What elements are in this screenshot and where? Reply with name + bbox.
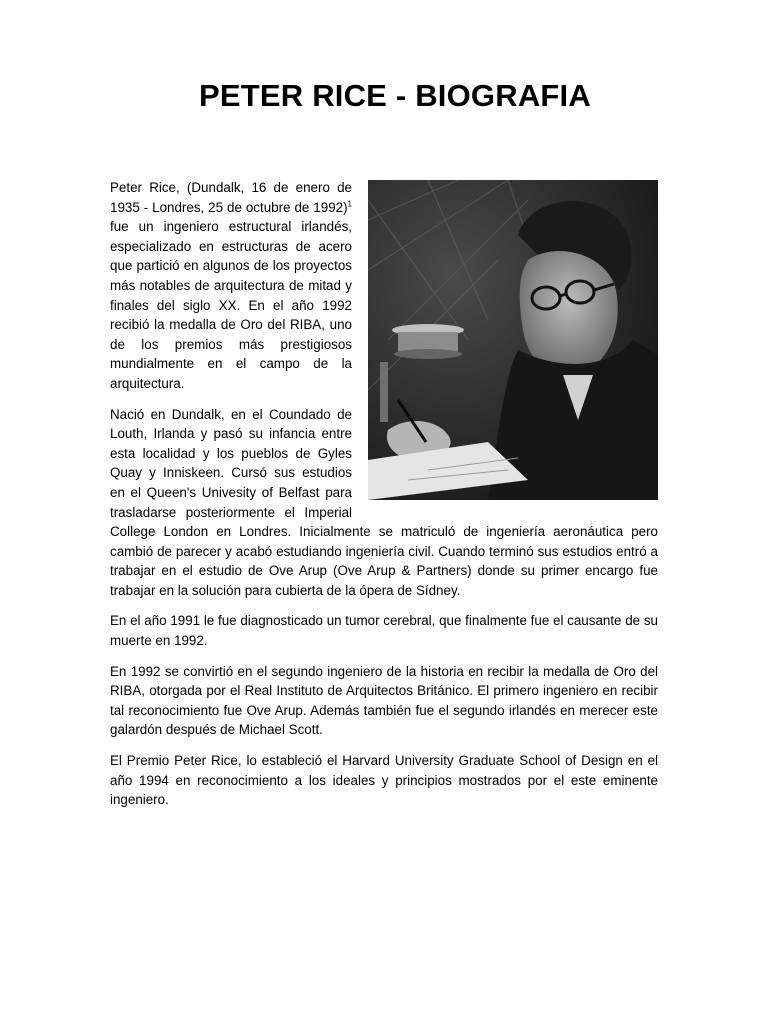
paragraph-5: El Premio Peter Rice, lo estableció el Harvard University Graduate School of Design en el año 1994 en reconocimiento a los ideales y principios mostrados por el este eminente ingeniero. bbox=[110, 753, 658, 808]
portrait-image bbox=[368, 180, 658, 500]
paragraph-4: En 1992 se convirtió en el segundo ingeniero de la historia en recibir la medalla de Oro del RIBA, otorgada por el Real Instituto de Arquitectos Británico. El primero ingeniero en recibir tal reconocimiento fue Ove Arup. Además también fue el segundo irlandés en merecer este galardón después de Michael Scott. bbox=[110, 663, 658, 738]
footnote-marker[interactable]: 1 bbox=[347, 199, 352, 209]
paragraph-1-text: Peter Rice, (Dundalk, 16 de enero de 1935 - Londres, 25 de octubre de 1992) bbox=[110, 180, 352, 215]
portrait-photo bbox=[368, 180, 658, 500]
page-title: PETER RICE - BIOGRAFIA bbox=[199, 78, 591, 113]
paragraph-1-text-cont: fue un ingeniero estructural irlandés, especializado en estructuras de acero que partició en algunos de los proyectos más notables de arquitectura de mitad y finales del siglo XX. En el año 1992 recibió la medalla de Oro del RIBA, uno de los premios más prestigiosos mundialmente en el campo de la arquitectura. bbox=[110, 219, 352, 391]
biography-body bbox=[110, 178, 658, 821]
paragraph-2: Nació en Dundalk, en el Coundado de Louth, Irlanda y pasó su infancia entre esta localidad y los pueblos de Gyles Quay y Inniskeen. Cursó sus estudios en el Queen's Univesity of Belfast para trasladarse posteriormente el Imperial College London en Londres. Inicialmente se matriculó de ingeniería aeronáutica pero cambió de parecer y acabó estudiando ingeniería civil. Cuando terminó sus estudios entró a trabajar en el estudio de Ove Arup (Ove Arup & Partners) donde su primer encargo fue trabajar en la solución para cubierta de la ópera de Sídney. bbox=[110, 406, 658, 598]
paragraph-3: En el año 1991 le fue diagnosticado un tumor cerebral, que finalmente fue el causante de su muerte en 1992. bbox=[110, 613, 658, 649]
